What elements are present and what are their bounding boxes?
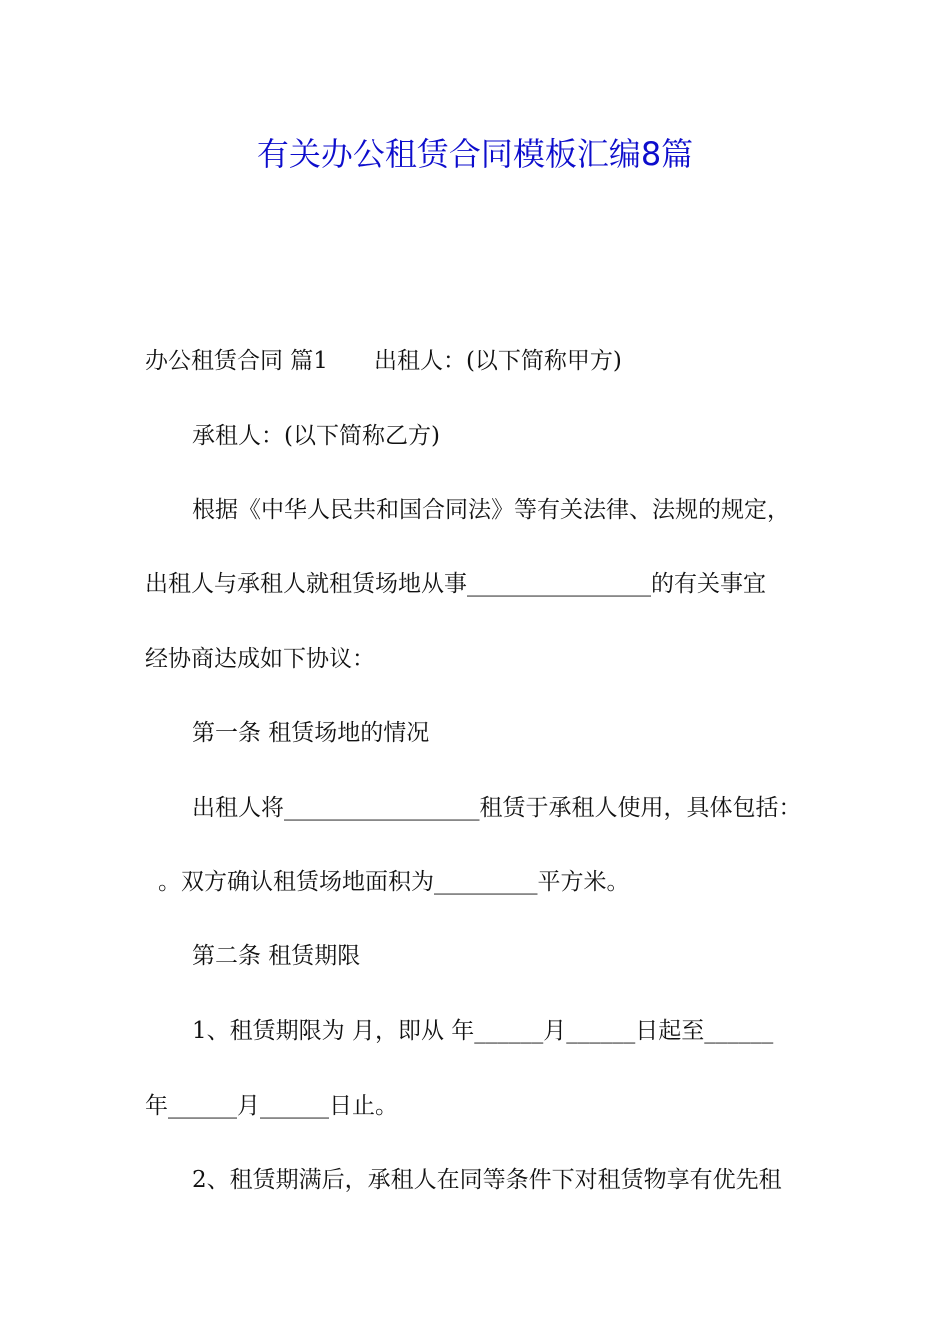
- text-line-11: 年______月______日止。: [145, 1093, 398, 1119]
- text-line-6: 第一条 租赁场地的情况: [192, 720, 430, 746]
- text-line-5: 经协商达成如下协议：: [145, 646, 375, 672]
- text-line-1: 办公租赁合同 篇1 出租人：(以下简称甲方): [145, 348, 622, 374]
- text-line-7: 出租人将_________________租赁于承租人使用，具体包括：: [192, 795, 802, 821]
- document-title: 有关办公租赁合同模板汇编8篇: [256, 135, 694, 173]
- text-line-12: 2、租赁期满后，承租人在同等条件下对租赁物享有优先租: [192, 1167, 782, 1193]
- text-line-3: 根据《中华人民共和国合同法》等有关法律、法规的规定，: [192, 497, 790, 523]
- text-line-10: 1、租赁期限为 月，即从 年______月______日起至______: [192, 1018, 774, 1044]
- text-line-4: 出租人与承租人就租赁场地从事________________的有关事宜: [145, 571, 766, 597]
- text-line-8: 。双方确认租赁场地面积为_________平方米。: [158, 869, 630, 895]
- text-line-9: 第二条 租赁期限: [192, 943, 361, 969]
- text-line-2: 承租人：(以下简称乙方): [192, 423, 440, 449]
